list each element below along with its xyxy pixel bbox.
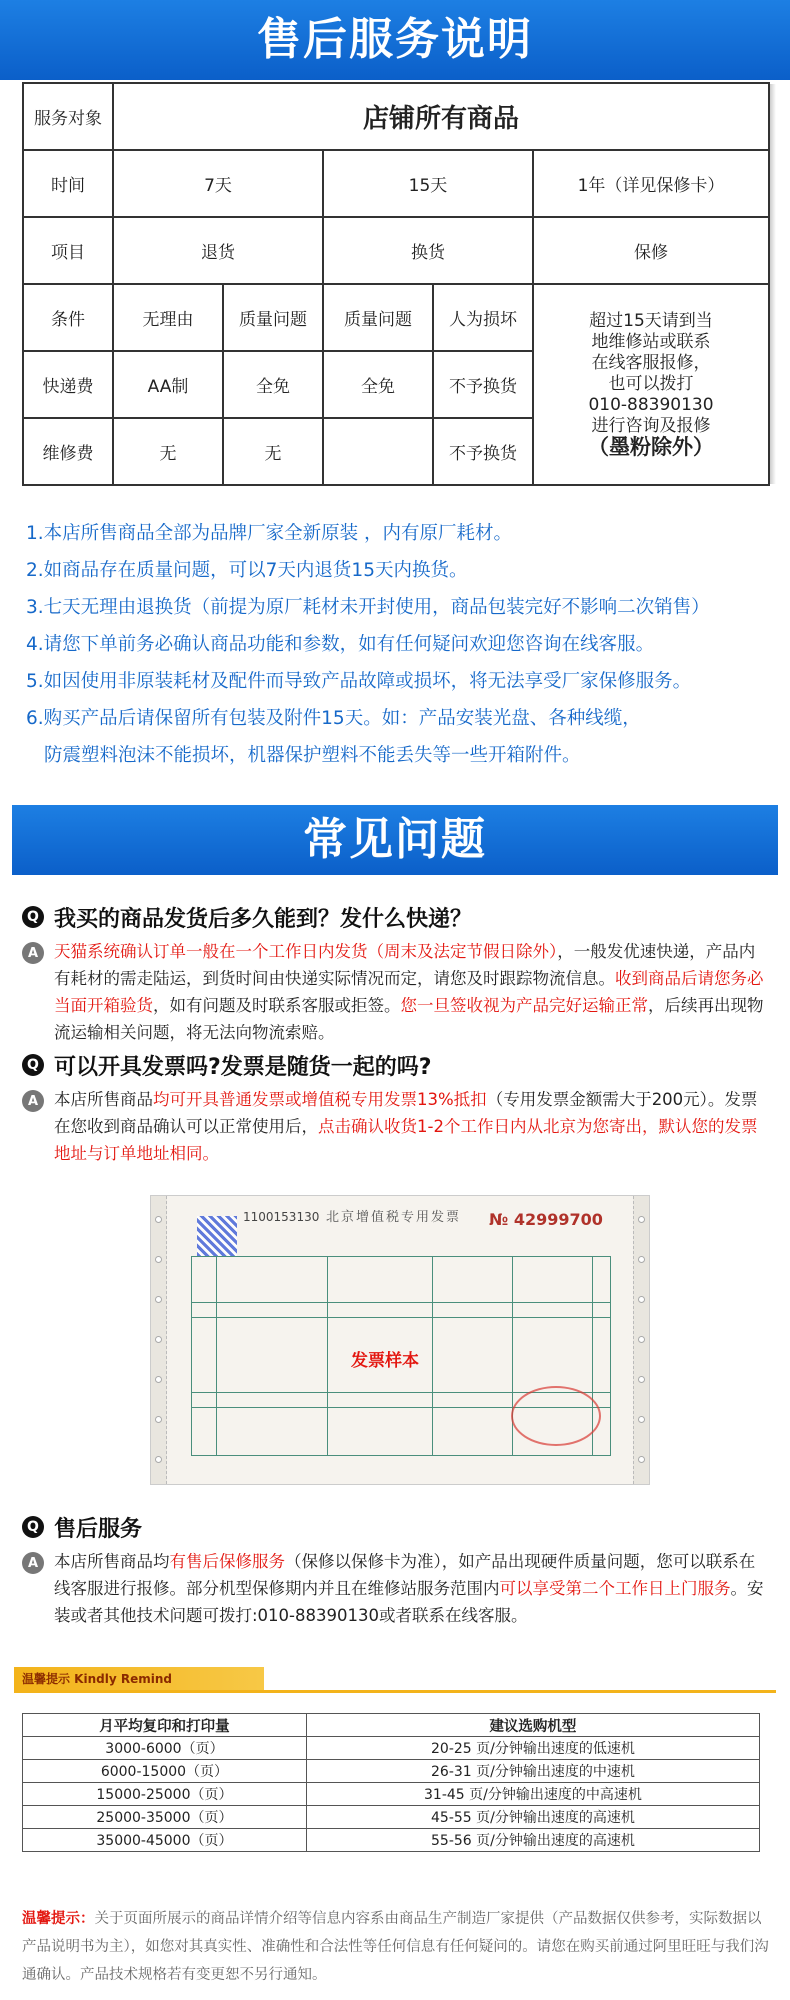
- answer-text: [54, 938, 769, 1046]
- answer-highlight: 天猫系统确认订单一般在一个工作日内发货（周末及法定节假日除外）: [54, 942, 558, 961]
- answer-highlight: 点击确认收货1-2个工作日内从北京为您寄出，默认您的发票地址与订单地址相同。: [54, 1117, 758, 1163]
- question-text: 我买的商品发货后多久能到？发什么快递？: [54, 906, 473, 932]
- cond-quality-2: 质量问题: [323, 284, 433, 351]
- repair-none-1: 无: [113, 418, 223, 485]
- table-cell-volume: 6000-15000（页）: [23, 1760, 307, 1783]
- grid-line: [192, 1302, 610, 1303]
- table-row: [23, 1760, 760, 1783]
- table-cell-volume: 35000-45000（页）: [23, 1829, 307, 1852]
- hole: [155, 1256, 162, 1263]
- answer-icon: A: [22, 1090, 44, 1112]
- cond-quality-1: 质量问题: [223, 284, 323, 351]
- table-row: [23, 1806, 760, 1829]
- table-cell-model: 31-45 页/分钟输出速度的中高速机: [306, 1783, 759, 1806]
- invoice-sample-label: 发票样本: [351, 1351, 419, 1371]
- hole: [155, 1376, 162, 1383]
- hole: [638, 1216, 645, 1223]
- answer-icon: A: [22, 1552, 44, 1574]
- qr-code: [197, 1216, 237, 1256]
- remind-tab: 温馨提示 Kindly Remind: [14, 1667, 264, 1691]
- item-return: 退货: [113, 217, 323, 284]
- warranty-note: [533, 284, 769, 485]
- repair-no-exchange: 不予换货: [433, 418, 533, 485]
- warranty-toner-note: （墨粉除外）: [588, 435, 714, 459]
- answer-highlight: 均可开具普通发票或增值税专用发票13%抵扣: [153, 1090, 487, 1109]
- remind-divider: [14, 1690, 776, 1693]
- warranty-note-line: 地维修站或联系: [591, 332, 711, 352]
- table-cell-model: 20-25 页/分钟输出速度的低速机: [306, 1737, 759, 1760]
- table-cell-model: 45-55 页/分钟输出速度的高速机: [306, 1806, 759, 1829]
- answer-span: ，如有问题及时联系客服或拒签。: [153, 996, 401, 1015]
- policy-item: 5.如因使用非原装耗材及配件而导致产品故障或损坏，将无法享受厂家保修服务。: [26, 671, 692, 692]
- answer-icon: A: [22, 942, 44, 964]
- invoice-code: 1100153130: [243, 1210, 320, 1224]
- ship-free-2: 全免: [323, 351, 433, 418]
- footer-label: 温馨提示：: [22, 1911, 95, 1927]
- service-banner: 售后服务说明: [0, 0, 790, 80]
- hole: [155, 1336, 162, 1343]
- table-row: [23, 1829, 760, 1852]
- hole: [638, 1376, 645, 1383]
- hole: [155, 1296, 162, 1303]
- policy-item: 2.如商品存在质量问题，可以7天内退货15天内换货。: [26, 560, 468, 581]
- time-label: 时间: [23, 150, 113, 217]
- policy-item-continued: 防震塑料泡沫不能损坏，机器保护塑料不能丢失等一些开箱附件。: [44, 745, 581, 766]
- answer-highlight: 您一旦签收视为产品完好运输正常: [400, 996, 648, 1015]
- policy-list: [26, 515, 776, 774]
- footer-notice: [22, 1905, 772, 1989]
- question-icon: Q: [22, 1054, 44, 1076]
- repair-empty: [323, 418, 433, 485]
- ship-no-exchange: 不予换货: [433, 351, 533, 418]
- question-icon: Q: [22, 906, 44, 928]
- answer-highlight: 收到商品后请您务必当面开箱验货: [54, 969, 764, 1015]
- invoice-title: 北京增值税专用发票: [326, 1210, 462, 1225]
- ship-aa: AA制: [113, 351, 223, 418]
- hole: [638, 1416, 645, 1423]
- answer-highlight: 可以享受第二个工作日上门服务: [499, 1579, 731, 1598]
- cond-label: 条件: [23, 284, 113, 351]
- grid-line: [432, 1257, 433, 1455]
- table-header-model: 建议选购机型: [306, 1714, 759, 1737]
- answer-span: ，一般发优速快递，产品内有耗材的需走陆运，到货时间由快递实际情况而定，请您及时跟踪物流信息。: [54, 942, 756, 988]
- item-exchange: 换货: [323, 217, 533, 284]
- table-cell-model: 55-56 页/分钟输出速度的高速机: [306, 1829, 759, 1852]
- faq-item-aftersales: [22, 1510, 772, 1629]
- policy-item: 6.购买产品后请保留所有包装及附件15天。如：产品安装光盘、各种线缆，: [26, 708, 641, 729]
- policy-item: 3.七天无理由退换货（前提为原厂耗材未开封使用，商品包装完好不影响二次销售）: [26, 597, 710, 618]
- answer-highlight: 有售后保修服务: [169, 1552, 285, 1571]
- ship-label: 快递费: [23, 351, 113, 418]
- volume-model-table: [22, 1713, 760, 1852]
- invoice-stamp: [511, 1386, 601, 1446]
- answer-span: 本店所售商品均: [54, 1552, 170, 1571]
- table-shadow: [770, 84, 776, 484]
- table-cell-volume: 25000-35000（页）: [23, 1806, 307, 1829]
- repair-none-2: 无: [223, 418, 323, 485]
- warranty-note-line: 进行咨询及报修: [591, 416, 711, 436]
- answer-text: [54, 1086, 769, 1167]
- table-cell-model: 26-31 页/分钟输出速度的中速机: [306, 1760, 759, 1783]
- hole: [638, 1256, 645, 1263]
- answer-span: 本店所售商品: [54, 1090, 153, 1109]
- table-cell-volume: 3000-6000（页）: [23, 1737, 307, 1760]
- invoice-number: № 42999700: [489, 1210, 603, 1229]
- hole: [638, 1336, 645, 1343]
- question-text: 售后服务: [54, 1516, 143, 1542]
- item-label: 项目: [23, 217, 113, 284]
- warranty-note-line: 超过15天请到当: [589, 311, 713, 331]
- answer-span: （保修以保修卡为准），如产品出现硬件质量问题，您可以联系在线客服进行报修。部分机型保修期内并且在维修站服务范围内: [54, 1552, 756, 1598]
- faq-item-invoice: [22, 1048, 772, 1167]
- question-icon: Q: [22, 1516, 44, 1538]
- answer-span: （专用发票金额需大于200元）。发票在您收到商品确认可以正常使用后，: [54, 1090, 758, 1136]
- repair-label: 维修费: [23, 418, 113, 485]
- faq-item-shipping: [22, 900, 772, 1046]
- question-text: 可以开具发票吗?发票是随货一起的吗?: [54, 1054, 432, 1080]
- grid-line: [327, 1257, 328, 1455]
- hole: [155, 1216, 162, 1223]
- invoice-sample-image: [150, 1195, 650, 1485]
- table-row: [23, 1783, 760, 1806]
- time-7: 7天: [113, 150, 323, 217]
- warranty-note-line: 也可以拨打: [608, 374, 694, 394]
- policy-item: 4.请您下单前务必确认商品功能和参数，如有任何疑问欢迎您咨询在线客服。: [26, 634, 655, 655]
- table-cell-volume: 15000-25000（页）: [23, 1783, 307, 1806]
- hole: [155, 1416, 162, 1423]
- warranty-note-line: 在线客服报修，: [591, 353, 711, 373]
- faq-banner: 常见问题: [12, 805, 778, 875]
- cond-damage: 人为损坏: [433, 284, 533, 351]
- answer-span: ，后续再出现物流运输相关问题，将无法向物流索赔。: [54, 996, 764, 1042]
- object-value: 店铺所有商品: [113, 83, 769, 150]
- hole: [155, 1456, 162, 1463]
- answer-text: [54, 1548, 769, 1629]
- table-header-volume: 月平均复印和打印量: [23, 1714, 307, 1737]
- item-warranty: 保修: [533, 217, 769, 284]
- hole: [638, 1296, 645, 1303]
- warranty-phone: 010-88390130: [588, 395, 714, 415]
- object-label: 服务对象: [23, 83, 113, 150]
- answer-span: 。安装或者其他技术问题可拨打:010-88390130或者联系在线客服。: [54, 1579, 764, 1625]
- time-15: 15天: [323, 150, 533, 217]
- table-row: [23, 1737, 760, 1760]
- cond-no-reason: 无理由: [113, 284, 223, 351]
- service-table: [22, 82, 770, 486]
- footer-text: 关于页面所展示的商品详情介绍等信息内容系由商品生产制造厂家提供（产品数据仅供参考，实际数据以产品说明书为主），如您对其真实性、准确性和合法性等任何信息有任何疑问的。请您在购买前通过阿里旺旺与我们沟通确认。产品技术规格若有变更恕不另行通知。: [22, 1911, 769, 1983]
- hole: [638, 1456, 645, 1463]
- ship-free-1: 全免: [223, 351, 323, 418]
- grid-line: [192, 1317, 610, 1318]
- policy-item: 1.本店所售商品全部为品牌厂家全新原装 ，内有原厂耗材。: [26, 523, 513, 544]
- time-1y: 1年（详见保修卡）: [533, 150, 769, 217]
- grid-line: [216, 1257, 217, 1455]
